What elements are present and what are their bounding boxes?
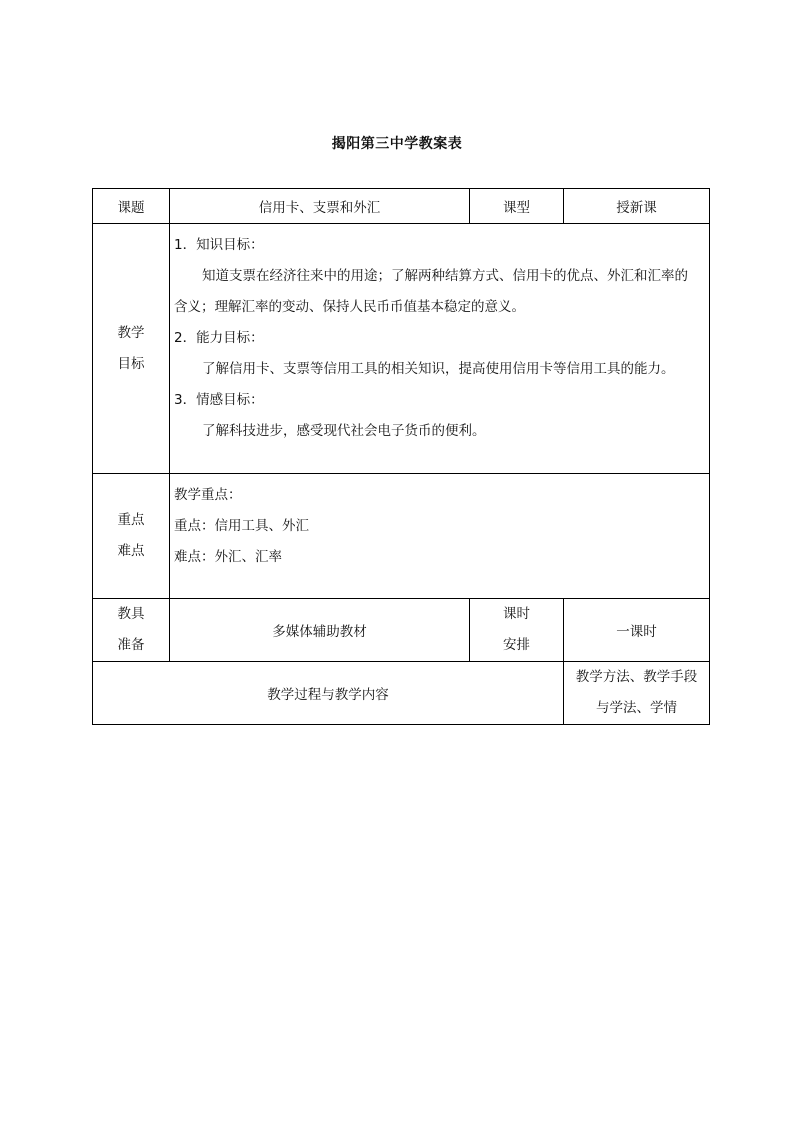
objectives-content: [170, 224, 710, 474]
methods-label-line1: 教学方法、教学手段: [575, 669, 698, 685]
keypoints-label-line2: 难点: [117, 543, 145, 559]
prep-label: [93, 599, 170, 662]
objectives-label-line1: 教学: [117, 324, 145, 341]
knowledge-text-line2: 含义；理解汇率的变动、保持人民币币值基本稳定的意义。: [174, 299, 525, 315]
document-title: 揭阳第三中学教案表: [331, 136, 463, 152]
hours-label: [470, 599, 564, 662]
keypoints-label: [93, 474, 170, 599]
prep-label-line2: 准备: [117, 637, 145, 653]
prep-value: 多媒体辅助教材: [170, 599, 470, 662]
emotion-text: 了解科技进步，感受现代社会电子货币的便利。: [202, 423, 486, 439]
keypoints-difficult: 难点：外汇、汇率: [174, 549, 282, 565]
type-label: 课型: [470, 189, 564, 224]
keypoints-heading: 教学重点：: [174, 487, 242, 503]
hours-value: 一课时: [564, 599, 710, 662]
table-row-topic: [93, 189, 710, 224]
prep-label-line1: 教具: [117, 606, 145, 622]
ability-text: 了解信用卡、支票等信用工具的相关知识，提高使用信用卡等信用工具的能力。: [202, 361, 675, 377]
knowledge-heading: 1．知识目标：: [174, 237, 264, 253]
table-row-keypoints: [93, 474, 710, 599]
keypoints-key: 重点：信用工具、外汇: [174, 518, 309, 534]
ability-heading: 2．能力目标：: [174, 330, 264, 346]
table-row-process: [93, 662, 710, 725]
process-label: 教学过程与教学内容: [93, 662, 564, 725]
topic-label: 课题: [93, 189, 170, 224]
lesson-plan-table: [92, 188, 710, 725]
table-row-objectives: [93, 224, 710, 474]
methods-label: [564, 662, 710, 725]
type-value: 授新课: [564, 189, 710, 224]
methods-label-line2: 与学法、学情: [596, 700, 677, 716]
objectives-label-line2: 目标: [117, 355, 145, 372]
hours-label-line2: 安排: [503, 637, 530, 653]
objectives-label: [93, 224, 170, 474]
table-row-prep: [93, 599, 710, 662]
keypoints-content: [170, 474, 710, 599]
knowledge-text-line1: 知道支票在经济往来中的用途；了解两种结算方式、信用卡的优点、外汇和汇率的: [202, 268, 688, 284]
keypoints-label-line1: 重点: [117, 512, 145, 528]
emotion-heading: 3．情感目标：: [174, 392, 264, 408]
hours-label-line1: 课时: [503, 606, 530, 622]
topic-value: 信用卡、支票和外汇: [170, 189, 470, 224]
